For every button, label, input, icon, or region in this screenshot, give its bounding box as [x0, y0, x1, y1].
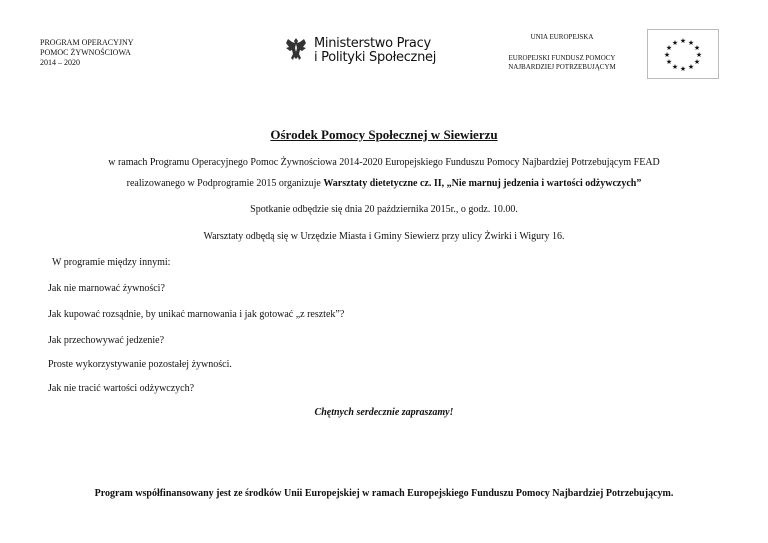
eagle-icon: [284, 36, 308, 66]
intro-line-2-text: realizowanego w Podprogramie 2015 organizuje: [126, 178, 324, 189]
svg-text:★: ★: [665, 44, 673, 52]
invitation: Chętnych serdecznie zapraszamy!: [314, 407, 454, 418]
page-title: Ośrodek Pomocy Społecznej w Siewierzu: [270, 127, 498, 142]
intro-line-1: w ramach Programu Operacyjnego Pomoc Żywnościowa 2014-2020 Europejskiego Funduszu Pomocy Najbardziej Potrzebującym FEAD: [108, 157, 660, 168]
list-item: Jak przechowywać jedzenie?: [48, 335, 165, 346]
svg-text:★: ★: [679, 37, 687, 45]
eu-header: [500, 33, 624, 72]
list-item: Jak kupować rozsądnie, by unikać marnowania i jak gotować „z resztek”?: [48, 309, 345, 320]
eu-title: UNIA EUROPEJSKA: [530, 33, 594, 41]
program-heading: W programie między innymi:: [52, 257, 171, 268]
fund-line-1: EUROPEJSKI FUNDUSZ POMOCY: [508, 54, 616, 62]
footer-note: Program współfinansowany jest ze środków Unii Europejskiej w ramach Europejskiego Funduszu Pomocy Najbardziej Potrzebującym.: [94, 488, 674, 499]
ministry-line-1: Ministerstwo Pracy: [314, 36, 431, 51]
svg-text:★: ★: [663, 51, 671, 59]
fund-line-2: NAJBARDZIEJ POTRZEBUJĄCYM: [508, 63, 616, 71]
ministry-logo: [284, 36, 436, 66]
eu-stars-icon: [648, 30, 718, 78]
program-line-2: POMOC ŻYWNOŚCIOWA: [40, 48, 131, 57]
ministry-line-2: i Polityki Społecznej: [314, 50, 437, 65]
eu-flag: [647, 29, 719, 79]
svg-text:★: ★: [693, 58, 701, 66]
program-line-3: 2014 – 2020: [40, 58, 80, 67]
svg-text:★: ★: [671, 39, 679, 47]
list-item: Jak nie tracić wartości odżywczych?: [48, 383, 195, 394]
ministry-name: [314, 37, 436, 65]
program-header: [40, 38, 134, 68]
workshop-name: Warsztaty dietetyczne cz. II, „Nie marnuj jedzenia i wartości odżywczych”: [323, 178, 642, 189]
list-item: Jak nie marnować żywności?: [48, 283, 165, 294]
svg-text:★: ★: [671, 63, 679, 71]
svg-text:★: ★: [687, 39, 695, 47]
svg-text:★: ★: [695, 51, 703, 59]
svg-text:★: ★: [679, 65, 687, 73]
meeting-info: Spotkanie odbędzie się dnia 20 października 2015r., o godz. 10.00.: [250, 204, 518, 215]
svg-text:★: ★: [693, 44, 701, 52]
program-line-1: PROGRAM OPERACYJNY: [40, 38, 134, 47]
intro-line-2: [0, 178, 768, 189]
svg-text:★: ★: [665, 58, 673, 66]
list-item: Proste wykorzystywanie pozostałej żywności.: [48, 359, 232, 370]
location-info: Warsztaty odbędą się w Urzędzie Miasta i Gminy Siewierz przy ulicy Żwirki i Wigury 16.: [203, 231, 565, 242]
svg-text:★: ★: [687, 63, 695, 71]
